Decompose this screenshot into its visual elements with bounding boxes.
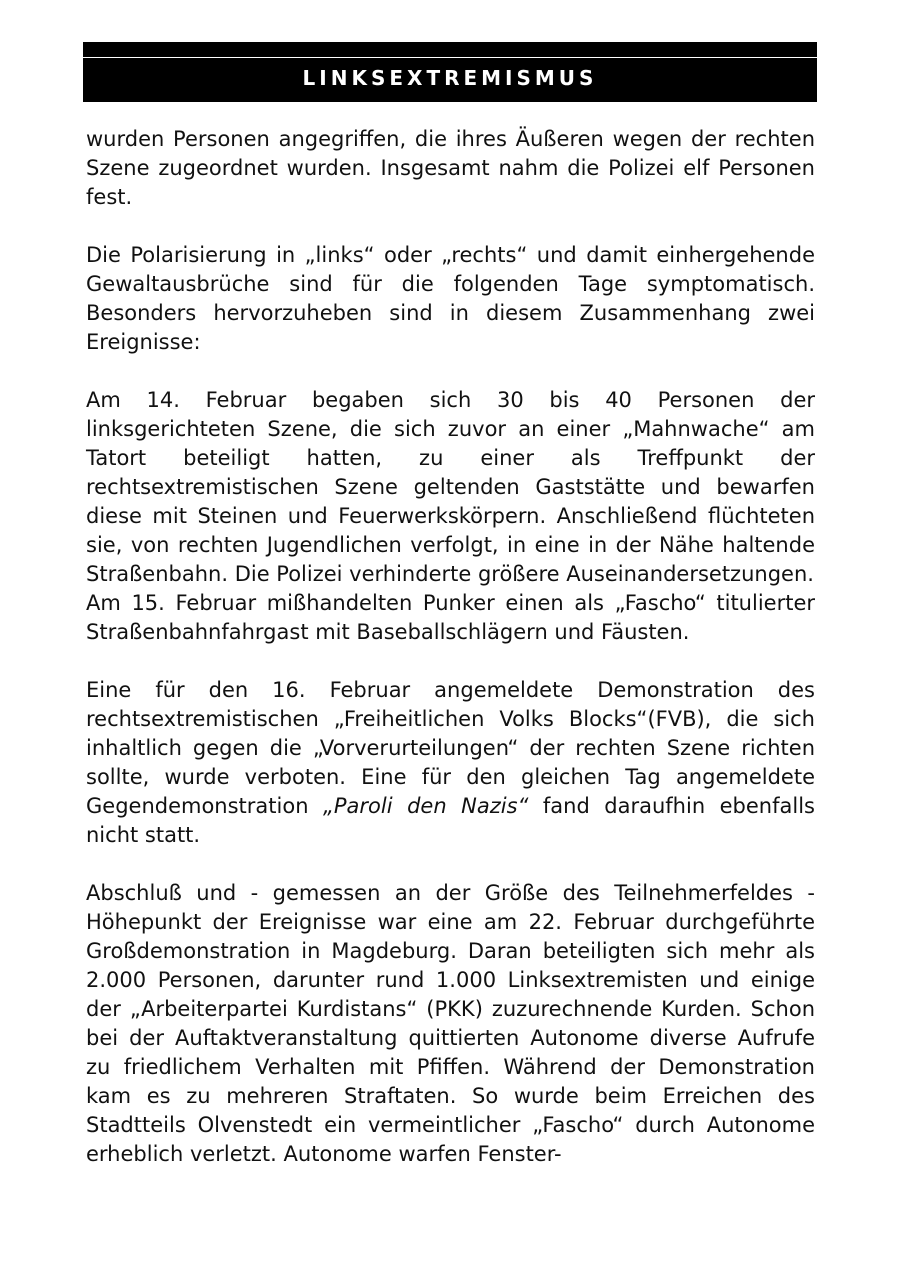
paragraph: Abschluß und - gemessen an der Größe des Teilnehmerfeldes - Höhepunkt der Ereignisse war eine am 22. Februar durchgeführte Großdemonstration in Magdeburg. Daran beteiligten sich mehr als 2.000 Personen, darunter rund 1.000 Linksextremisten und einige der „Arbeiterpartei Kurdistans“ (PKK) zuzurechnende Kurden. Schon bei der Auftaktveranstaltung quittierten Autonome diverse Aufrufe zu friedlichem Verhalten mit Pfiffen. Während der Demonstration kam es zu mehreren Straftaten. So wurde beim Erreichen des Stadtteils Olvenstedt ein vermeintlicher „Fascho“ durch Autonome erheblich verletzt. Autonome warfen Fenster- xyxy=(86,881,815,1166)
paragraph: Die Polarisierung in „links“ oder „rechts“ und damit einhergehende Gewaltausbrüche sind für die folgenden Tage symptomatisch. Besonders hervorzuheben sind in diesem Zusammenhang zwei Ereignisse: xyxy=(86,243,815,354)
body-text xyxy=(86,125,815,1169)
emphasized-text: „Paroli den Nazis“ xyxy=(323,794,529,818)
paragraph: Am 14. Februar begaben sich 30 bis 40 Personen der linksgerichteten Szene, die sich zuvor an einer „Mahnwache“ am Tatort beteiligt hatten, zu einer als Treffpunkt der rechtsextremistischen Szene geltenden Gaststätte und bewarfen diese mit Steinen und Feuerwerkskörpern. Anschließend flüchteten sie, von rechten Jugendlichen verfolgt, in eine in der Nähe haltende Straßenbahn. Die Polizei verhinderte größere Auseinandersetzungen. xyxy=(86,388,815,586)
section-header-bar xyxy=(83,42,817,102)
paragraph: Am 15. Februar mißhandelten Punker einen als „Fascho“ titulierter Straßenbahnfahrgast mit Baseballschlägern und Fäusten. xyxy=(86,591,815,644)
paragraph-text: fand daraufhin ebenfalls nicht statt. xyxy=(86,794,815,847)
paragraph: wurden Personen angegriffen, die ihres Äußeren wegen der rechten Szene zugeordnet wurden. Insgesamt nahm die Polizei elf Personen fest. xyxy=(86,127,815,209)
section-title: LINKSEXTREMISMUS xyxy=(302,66,598,90)
header-rule xyxy=(83,57,817,58)
paragraph-text: Eine für den 16. Februar angemeldete Demonstration des rechtsextremistischen „Freiheitlichen Volks Blocks“(FVB), die sich inhaltlich gegen die „Vorverurteilungen“ der rechten Szene richten sollte, wurde verboten. Eine für den gleichen Tag angemeldete Gegendemonstration xyxy=(86,678,815,818)
paragraph xyxy=(86,676,815,850)
